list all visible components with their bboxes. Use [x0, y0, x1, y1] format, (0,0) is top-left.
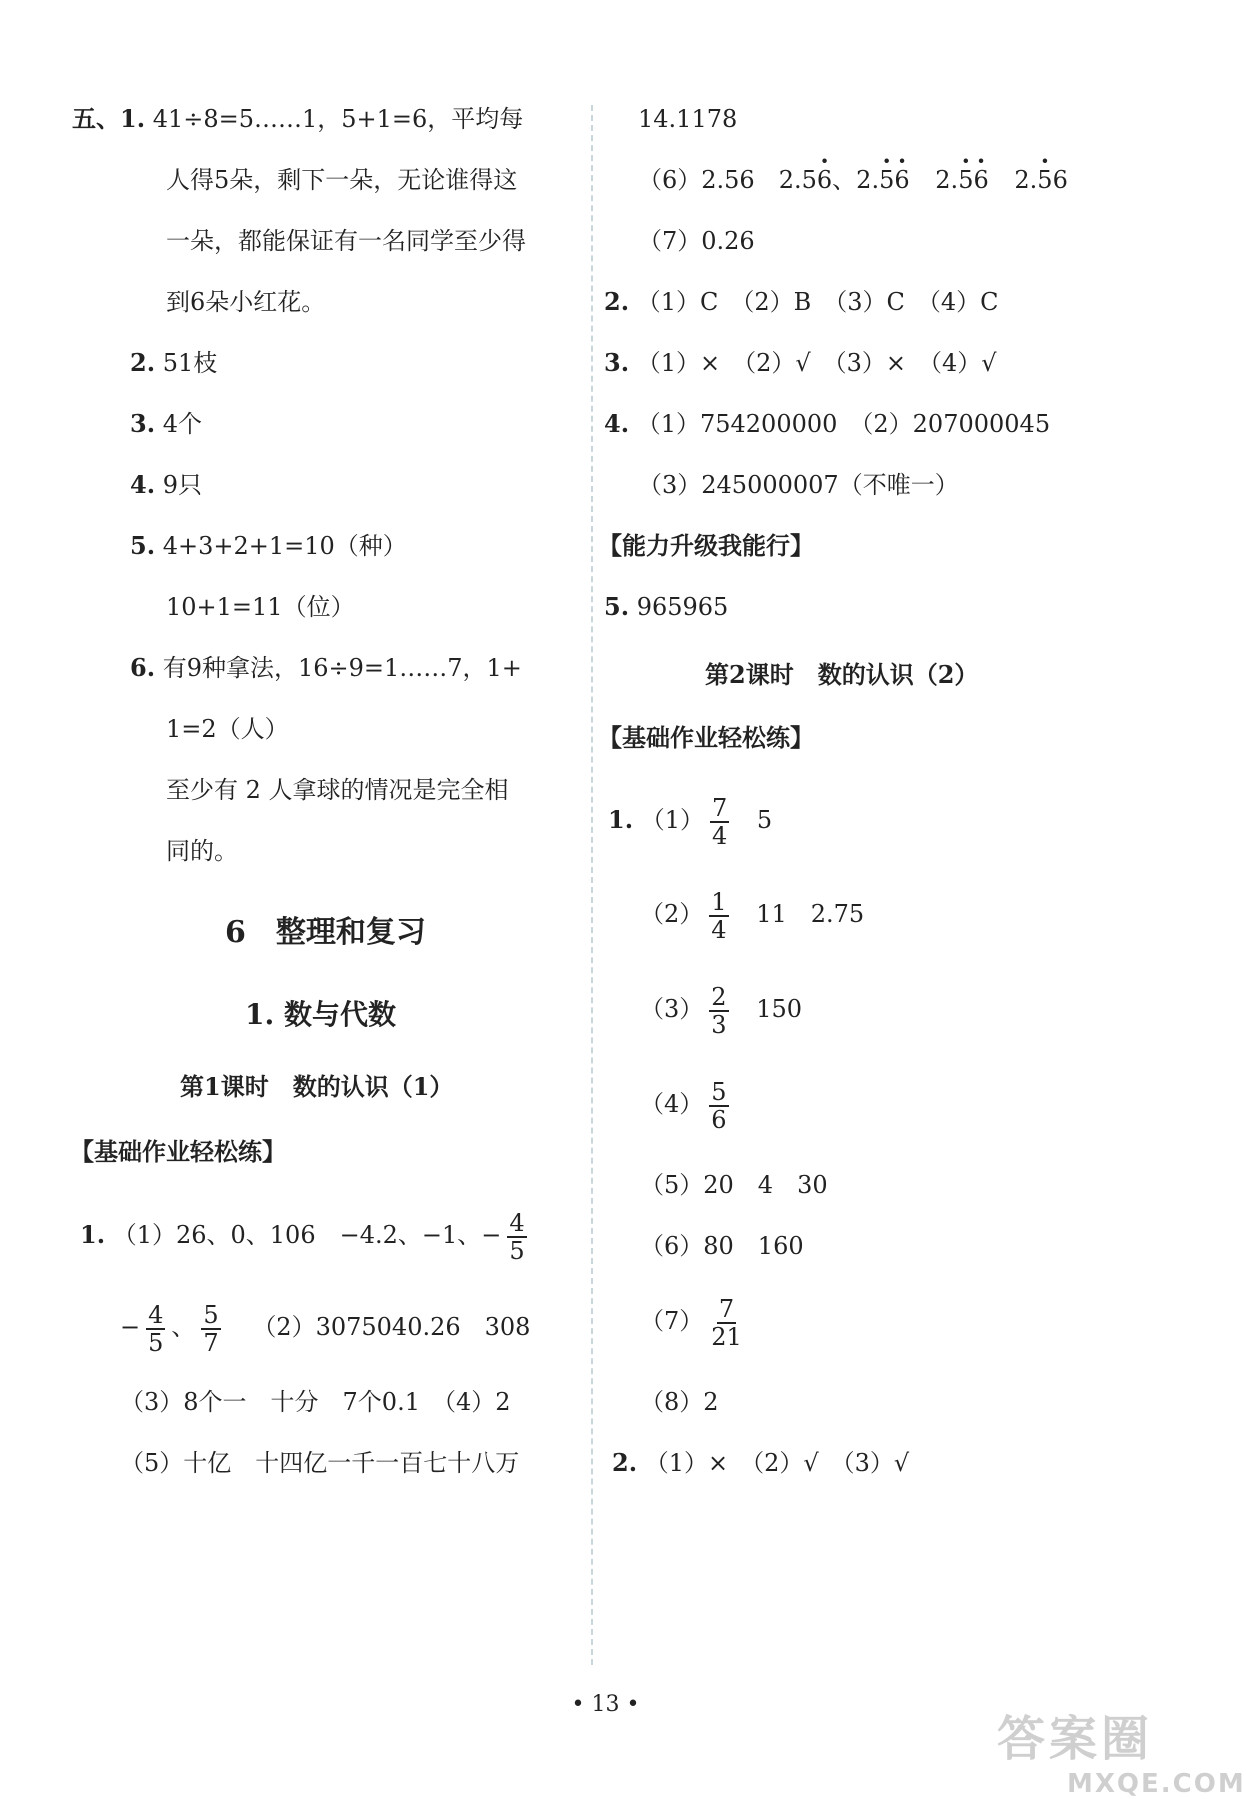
q5-6-line4: 同的。: [166, 837, 238, 865]
fraction-numerator: 5: [711, 1077, 727, 1106]
repeating-digit: · 6: [817, 166, 832, 194]
p1-line1: [80, 1205, 533, 1265]
fraction-numerator: 5: [203, 1300, 219, 1329]
separator: 、: [171, 1313, 196, 1341]
fraction-denominator: 7: [203, 1328, 219, 1357]
q4-line2: （3）245000007（不唯一）: [638, 471, 959, 499]
s2-num: 2.: [612, 1448, 638, 1477]
fraction-denominator: 5: [148, 1328, 164, 1357]
s1-8: （8）2: [640, 1388, 719, 1416]
fraction: [709, 1296, 744, 1350]
p1-line2: [120, 1297, 530, 1357]
s1-4: [640, 1074, 735, 1134]
q3-num: 3.: [604, 348, 630, 377]
fraction: [709, 889, 728, 943]
p1-line3: （3）8个一 十分 7个0.1 （4）2: [120, 1388, 511, 1416]
q4-line1-text: （1）754200000 （2）207000045: [636, 410, 1051, 438]
q5-5-line2: 10+1=11（位）: [166, 593, 355, 621]
fraction-numerator: 1: [711, 887, 727, 916]
s1-3-label: （3）: [640, 995, 704, 1023]
column-divider: [591, 105, 593, 1665]
watermark-logo: 答案圈: [997, 1711, 1154, 1767]
fraction-denominator: 3: [711, 1010, 727, 1039]
q2-answers: （1）C （2）B （3）C （4）C: [636, 288, 999, 316]
q5-1-line2: 人得5朵，剩下一朵，无论谁得这: [166, 166, 518, 194]
repeating-digit: · 5: [958, 166, 973, 194]
s1-2-rest: 11 2.75: [756, 900, 865, 928]
q2-num: 2.: [604, 287, 630, 316]
repeating-digit: · 6: [973, 166, 988, 194]
q5-1-line4: 到6朵小红花。: [166, 288, 326, 316]
q5-4-answer: 9只: [162, 471, 202, 499]
s1-7: [640, 1291, 750, 1351]
chapter-title: 6 整理和复习: [225, 915, 426, 950]
fraction-numerator: 4: [148, 1300, 164, 1329]
s1-6: （6）80 160: [640, 1232, 804, 1260]
r6-v3: 2.: [935, 166, 959, 194]
q5-6-line1: 有9种拿法，16÷9=1……7，1+: [162, 654, 522, 682]
basic-heading-2: 【基础作业轻松练】: [598, 723, 814, 752]
lesson2-title: 第2课时 数的认识（2）: [705, 660, 979, 689]
q4-num: 4.: [604, 409, 630, 438]
s1-2: [640, 884, 864, 944]
q5-right-line: [604, 592, 728, 622]
repeating-digit: · 5: [1037, 166, 1052, 194]
fraction: [709, 984, 728, 1038]
s1-4-label: （4）: [640, 1090, 704, 1118]
q5-6: [130, 653, 522, 683]
basic-heading: 【基础作业轻松练】: [70, 1137, 286, 1166]
q5-1: [72, 104, 523, 134]
r6-line: [638, 165, 1068, 195]
fraction-denominator: 4: [711, 915, 727, 944]
q5-3: [130, 409, 202, 439]
p1-line2-text: （2）3075040.26 308: [252, 1313, 531, 1341]
fraction-denominator: 4: [711, 821, 728, 850]
q4-line1: [604, 409, 1050, 439]
q5-2-answer: 51枝: [162, 349, 218, 377]
q5-3-answer: 4个: [162, 410, 202, 438]
s1-3-rest: 150: [756, 995, 803, 1023]
r6-sep: 、: [832, 166, 857, 194]
fraction: [710, 795, 729, 849]
fraction-numerator: 4: [509, 1208, 525, 1237]
s1-7-label: （7）: [640, 1307, 704, 1335]
q5-5: [130, 531, 407, 561]
fraction-numerator: 2: [711, 982, 727, 1011]
q5-2-num: 2.: [130, 348, 156, 377]
r7-line: （7）0.26: [638, 227, 755, 255]
q5-5-num: 5.: [130, 531, 156, 560]
q5-right-num: 5.: [604, 592, 630, 621]
repeating-digit: · 5: [879, 166, 894, 194]
section-title: 1. 数与代数: [245, 998, 396, 1031]
q2-line: [604, 287, 999, 317]
fraction-numerator: 7: [711, 793, 728, 822]
r6-v1: 2.5: [778, 166, 817, 194]
q5-prefix: 五、1.: [72, 104, 146, 133]
fraction: [146, 1302, 165, 1356]
s2-answers: （1）× （2）√ （3）√: [644, 1449, 910, 1477]
s1-1-label: （1）: [640, 806, 704, 834]
q5-6-line2: 1=2（人）: [166, 715, 289, 743]
q5-6-num: 6.: [130, 653, 156, 682]
p1-line1-text: （1）26、0、106 −4.2、−1、−: [112, 1221, 502, 1249]
r6-v2: 2.: [856, 166, 880, 194]
lesson-title: 第1课时 数的认识（1）: [180, 1072, 454, 1101]
r6-v4: 2.: [1014, 166, 1038, 194]
watermark-url: MXQE.COM: [1067, 1769, 1246, 1799]
q5-4: [130, 470, 202, 500]
s2-line: [612, 1448, 909, 1478]
repeating-digit: · 6: [894, 166, 909, 194]
fraction: [507, 1210, 526, 1264]
p1-line4: （5）十亿 十四亿一千一百七十八万: [120, 1449, 520, 1477]
s1-2-label: （2）: [640, 900, 704, 928]
fraction: [709, 1079, 728, 1133]
q5-4-num: 4.: [130, 470, 156, 499]
r6-v4-end: 6: [1052, 166, 1068, 194]
s1-5: （5）20 4 30: [640, 1171, 828, 1199]
fraction-numerator: 7: [718, 1294, 735, 1323]
fraction: [201, 1302, 220, 1356]
p1-num: 1.: [80, 1220, 106, 1249]
fraction-denominator: 6: [711, 1105, 727, 1134]
s1-1: [608, 790, 772, 850]
watermark: [997, 1700, 1246, 1799]
q5-1-line1: 41÷8=5……1，5+1=6，平均每: [152, 105, 524, 133]
q3-answers: （1）× （2）√ （3）× （4）√: [636, 349, 997, 377]
q5-2: [130, 348, 217, 378]
minus-sign: −: [120, 1313, 141, 1341]
q5-1-line3: 一朵，都能保证有一名同学至少得: [166, 227, 526, 255]
q5-5-line1: 4+3+2+1=10（种）: [162, 532, 407, 560]
page-number: • 13 •: [571, 1692, 640, 1717]
q3-line: [604, 348, 997, 378]
q5-6-line3: 至少有 2 人拿球的情况是完全相: [166, 776, 509, 804]
s1-1-rest: 5: [756, 806, 773, 834]
s1-3: [640, 979, 802, 1039]
q5-right-answer: 965965: [636, 593, 729, 621]
ability-heading: 【能力升级我能行】: [598, 531, 814, 560]
q5-3-num: 3.: [130, 409, 156, 438]
s1-num: 1.: [608, 805, 634, 834]
fraction-denominator: 5: [509, 1236, 525, 1265]
r6-label: （6）2.56: [638, 166, 779, 194]
fraction-denominator: 21: [711, 1322, 742, 1351]
r-line1: 14.1178: [638, 105, 738, 133]
